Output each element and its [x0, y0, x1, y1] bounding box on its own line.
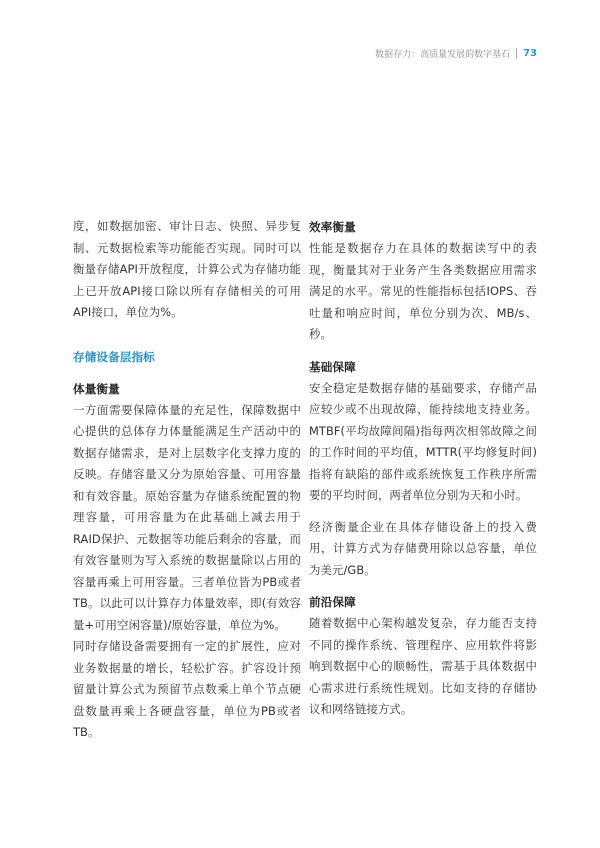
- subsection-title-volume: 体量衡量: [73, 381, 120, 396]
- right-paragraph-4: 随着数据中心架构越发复杂，存力能否支持不同的操作系统、管理程序、应用软件将影响到数据中心的顺畅性，需基于具体数据中心需求进行系统性规划。比如支持的存储协议和网络链接方式。: [309, 616, 537, 716]
- right-paragraph-1: 性能是数据存力在具体的数据读写中的表现，衡量其对于业务产生各类数据应用需求满足的水平。常见的性能指标包括IOPS、吞吐量和响应时间，单位分别为次、MB/s、秒。: [309, 241, 537, 341]
- left-paragraph-1: 度，如数据加密、审计日志、快照、异步复制、元数据检索等功能能否实现。同时可以衡量存储API开放程度，计算公式为存储功能上已开放API接口除以所有存储相关的可用API接口，单位为%。: [73, 219, 301, 319]
- left-paragraph-3: 同时存储设备需要拥有一定的扩展性，应对业务数据量的增长，轻松扩容。扩容设计预留量计算公式为预留节点数乘上单个节点硬盘数量再乘上各硬盘容量，单位为PB或者TB。: [73, 639, 301, 739]
- subsection-title-basic: 基础保障: [309, 359, 356, 374]
- running-header: [375, 47, 537, 60]
- left-column: [73, 216, 301, 744]
- section-title: 存储设备层指标: [73, 349, 155, 364]
- right-paragraph-2: 安全稳定是数据存储的基础要求，存储产品应较少或不出现故障，能持续地支持业务。MTBF(平均故障间隔)指每两次相邻故障之间的工作时间的平均值，MTTR(平均修复时间)指将有缺陷的部件或系统恢复工作秩序所需要的平均时间，两者单位分别为天和小时。: [309, 380, 537, 502]
- subsection-title-frontier: 前沿保障: [309, 595, 356, 609]
- header-title: 数据存力：高质量发展的数字基石: [375, 50, 511, 60]
- header-divider: [516, 48, 517, 59]
- spacer: [73, 368, 301, 378]
- subsection-title-efficiency: 效率衡量: [309, 220, 356, 234]
- left-paragraph-2: 一方面需要保障体量的充足性，保障数据中心提供的总体存力体量能满足生产活动中的数据存储需求，是对上层数字化支撑力度的反映。存储容量又分为原始容量、可用容量和有效容量。原始容量为存储系统配置的物理容量，可用容量为在此基础上减去用于RAID保护、元数据等功能后剩余的容量，而有效容量则为写入系统的数据量除以占用的容量再乘上可用容量。三者单位皆为PB或者TB。以此可以计算存力体量效率，即(有效容量+可用空闲容量)/原始容量，单位为%。: [73, 402, 301, 632]
- page-number: 73: [523, 48, 537, 59]
- spacer: [73, 324, 301, 346]
- spacer: [309, 507, 537, 517]
- right-paragraph-3: 经济衡量企业在具体存储设备上的投入费用，计算方式为存储费用除以总容量，单位为美元/GB。: [309, 519, 537, 577]
- spacer: [309, 581, 537, 591]
- right-column: [309, 216, 537, 721]
- spacer: [309, 346, 537, 356]
